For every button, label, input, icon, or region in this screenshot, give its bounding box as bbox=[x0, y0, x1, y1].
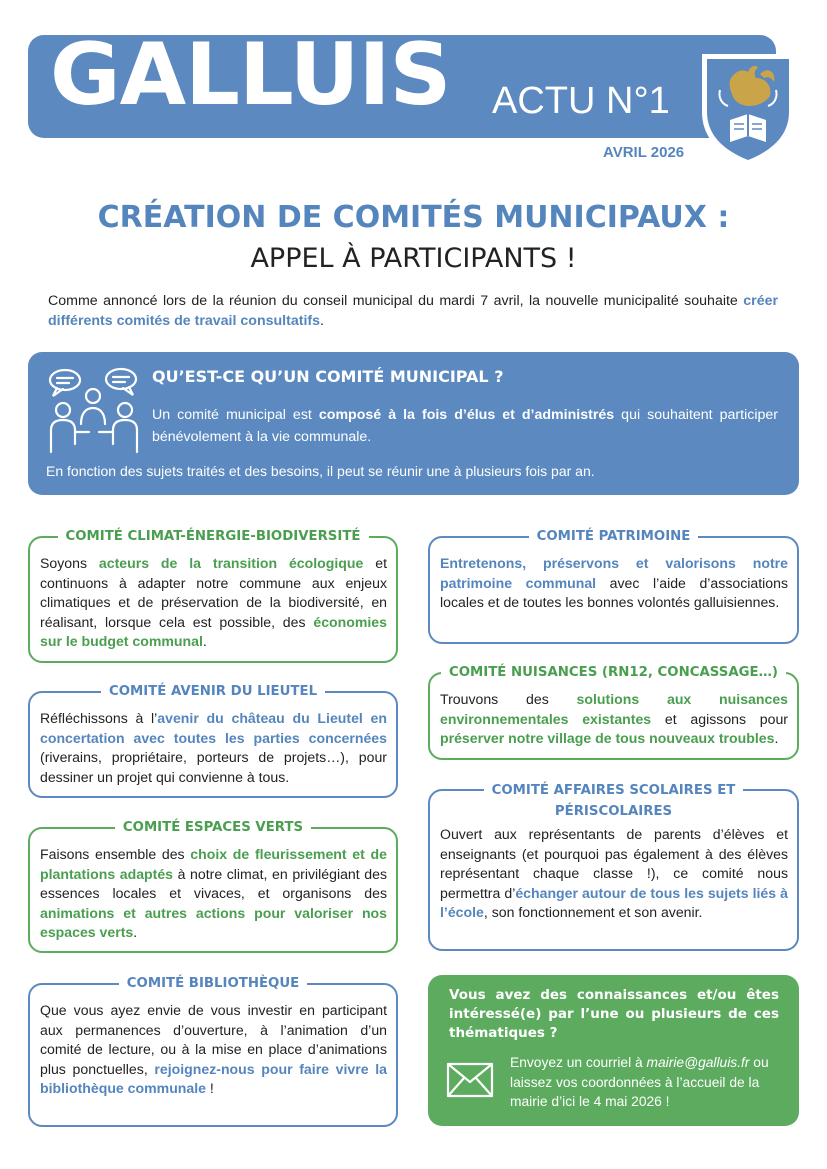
committee-title: COMITÉ AVENIR DU LIEUTEL bbox=[101, 684, 325, 699]
text-segment: Réfléchissons à l’ bbox=[40, 710, 158, 726]
committee-title: COMITÉ BIBLIOTHÈQUE bbox=[119, 976, 307, 991]
highlight-text: choix de fleurissement et de plantations adaptés bbox=[40, 846, 387, 882]
highlight-text: acteurs de la transition écologique bbox=[98, 555, 364, 571]
committee-title: COMITÉ AFFAIRES SCOLAIRES ET bbox=[484, 783, 744, 798]
envelope-icon bbox=[446, 1062, 494, 1098]
committee-card-espaces-verts bbox=[28, 820, 398, 953]
committee-body bbox=[440, 825, 788, 923]
info-text-bold: composé à la fois d’élus et d’administrés bbox=[318, 407, 615, 423]
committee-body bbox=[40, 709, 387, 787]
text-segment: . bbox=[133, 924, 138, 941]
info-text bbox=[152, 404, 778, 448]
committee-card-bibliotheque bbox=[28, 976, 398, 1127]
committee-card-climat bbox=[28, 529, 398, 663]
intro-end: . bbox=[320, 313, 324, 329]
text-segment: Trouvons des bbox=[440, 691, 577, 707]
committee-card-lieutel bbox=[28, 684, 398, 798]
text-segment: Que vous ayez envie de vous investir en participant aux permanences d’ouverture, à l’animation d’un comité de lecture, ou à la mise en place d’animations plus ponctuelles, bbox=[40, 1002, 387, 1077]
committee-card-nuisances bbox=[428, 665, 799, 760]
issue-number: ACTU N°1 bbox=[492, 80, 670, 122]
text-segment: à notre climat, en privilégiant des essences locales et vivaces, et organisons des bbox=[40, 865, 387, 902]
text-segment: Soyons bbox=[40, 555, 99, 571]
committee-body bbox=[440, 690, 788, 749]
committee-card-scolaires bbox=[428, 783, 799, 951]
info-title: QU’EST-CE QU’UN COMITÉ MUNICIPAL ? bbox=[152, 367, 504, 386]
intro-paragraph bbox=[48, 291, 778, 331]
text-segment: (riverains, propriétaire, porteurs de projets…), pour dessiner un projet qui convienne à tous. bbox=[40, 749, 387, 785]
galluis-crest-icon bbox=[700, 50, 796, 168]
highlight-text: Entretenons, préservons et valorisons notre patrimoine communal bbox=[440, 555, 788, 591]
text-segment: avec l’aide d’associations locales et de toutes les bonnes volontés galluisiennes. bbox=[440, 574, 788, 611]
committee-body bbox=[40, 845, 387, 943]
highlight-text: avenir du château du Lieutel en concertation avec toutes les parties concernées bbox=[40, 710, 388, 746]
committee-title: COMITÉ ESPACES VERTS bbox=[115, 820, 311, 835]
text-segment: Ouvert aux représentants de parents d’élèves et enseignants (et pourquoi pas également à des élèves représentant chaque classe !), ce comité nous permettra d’ bbox=[440, 826, 788, 901]
text-segment: . bbox=[774, 730, 779, 747]
highlight-text: rejoignez-nous pour faire vivre la bibliothèque communale bbox=[40, 1060, 387, 1097]
intro-text: Comme annoncé lors de la réunion du conseil municipal du mardi 7 avril, la nouvelle municipalité souhaite bbox=[48, 293, 744, 309]
highlight-text: échanger autour de tous les sujets liés à l’école bbox=[440, 884, 788, 921]
brand-title: GALLUIS bbox=[50, 25, 451, 125]
contact-question: Vous avez des connaissances et/ou êtes intéressé(e) par l’une ou plusieurs de ces thématiques ? bbox=[449, 987, 779, 1041]
issue-date: AVRIL 2026 bbox=[603, 144, 685, 161]
committee-body bbox=[40, 554, 387, 652]
highlight-text: solutions aux nuisances environnementales existantes bbox=[440, 691, 788, 727]
page-title: CRÉATION DE COMITÉS MUNICIPAUX : bbox=[97, 200, 730, 235]
committee-card-patrimoine bbox=[428, 529, 799, 644]
text-segment: Faisons ensemble des bbox=[40, 846, 191, 862]
text-segment: ! bbox=[206, 1080, 214, 1097]
info-text-a: Un comité municipal est bbox=[152, 407, 319, 423]
committee-title: COMITÉ CLIMAT-ÉNERGIE-BIODIVERSITÉ bbox=[58, 529, 369, 544]
committee-body bbox=[440, 554, 788, 613]
page-subtitle: APPEL À PARTICIPANTS ! bbox=[250, 243, 577, 274]
text-segment: et continuons à adapter notre commune aux enjeux climatiques et de préservation de la biodiversité, en réalisant, lorsque cela est possible, des bbox=[40, 555, 387, 630]
highlight-text: préserver notre village de tous nouveaux troubles bbox=[440, 730, 775, 747]
committee-title-line2: PÉRISCOLAIRES bbox=[547, 804, 680, 819]
text-segment: et agissons pour bbox=[651, 710, 788, 727]
contact-text-a: Envoyez un courriel à bbox=[510, 1055, 647, 1070]
contact-text bbox=[510, 1053, 780, 1112]
people-discussion-icon bbox=[45, 366, 143, 454]
committee-title: COMITÉ PATRIMOINE bbox=[529, 529, 699, 544]
highlight-text: économies sur le budget communal bbox=[40, 613, 387, 650]
text-segment: . bbox=[202, 633, 207, 650]
info-text-c: qui souhaitent participer bénévolement à la vie communale. bbox=[152, 407, 778, 445]
intro-highlight: créer différents comités de travail consultatifs bbox=[48, 293, 778, 329]
email-link[interactable]: mairie@galluis.fr bbox=[646, 1055, 750, 1070]
text-segment: , son fonctionnement et son avenir. bbox=[483, 904, 703, 921]
contact-text-b: ou laissez vos coordonnées à l’accueil de la mairie d’ici le 4 mai 2026 ! bbox=[510, 1055, 769, 1109]
info-note: En fonction des sujets traités et des besoins, il peut se réunir une à plusieurs fois par an. bbox=[46, 463, 595, 479]
committee-title: COMITÉ NUISANCES (RN12, CONCASSAGE…) bbox=[441, 665, 786, 680]
highlight-text: animations et autres actions pour valoriser nos espaces verts bbox=[40, 904, 387, 941]
committee-body bbox=[40, 1001, 387, 1099]
